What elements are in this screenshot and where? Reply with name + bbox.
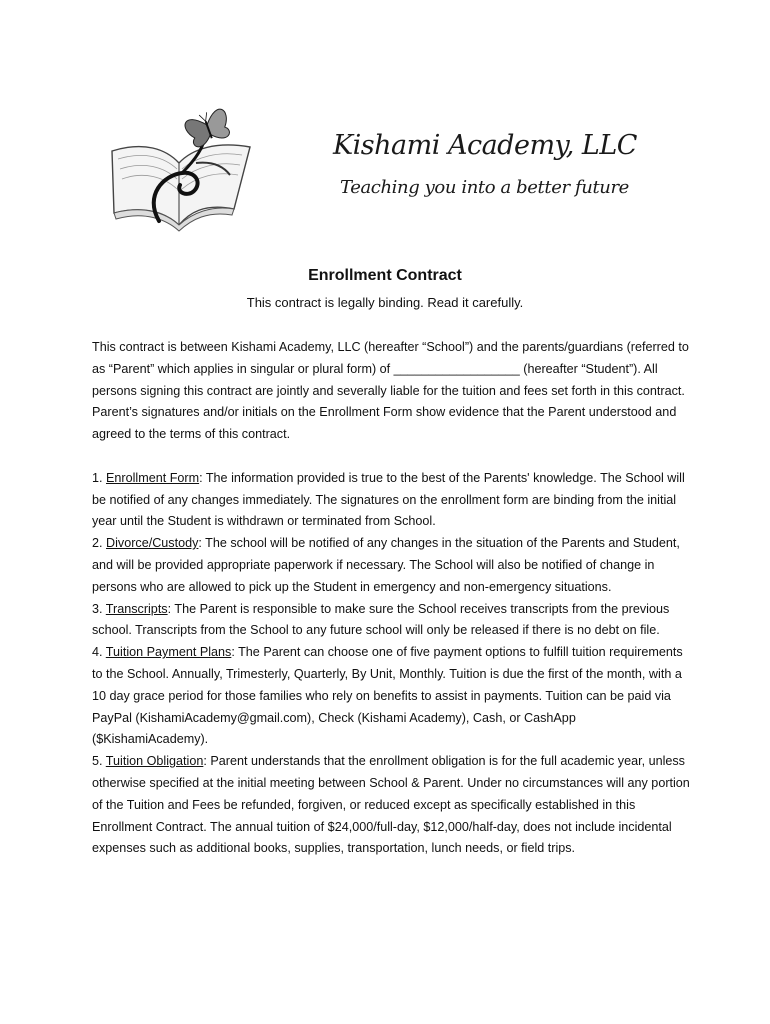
section-enrollment-form	[92, 468, 692, 533]
section-text: : The school will be notified of any changes in the situation of the Parents and Student, and will be provided appropriate paperwork if necessary. The School will also be notified of change in persons who are allowed to pick up the Student in emergency and non-emergency situations.	[92, 536, 680, 594]
section-text: : The information provided is true to the best of the Parents' knowledge. The School will be notified of any changes immediately. The signatures on the enrollment form are binding from the initial year until the Student is withdrawn or terminated from School.	[92, 470, 685, 529]
section-tuition-payment-plans	[92, 642, 692, 751]
section-number: 1.	[92, 470, 103, 485]
section-tuition-obligation	[92, 751, 692, 860]
section-number: 4.	[92, 645, 103, 660]
company-name: Kishami Academy, LLC	[333, 130, 637, 161]
section-heading: Transcripts	[105, 601, 168, 616]
section-transcripts	[92, 599, 692, 643]
section-text: : The Parent can choose one of five payment options to fulfill tuition requirements to the School. Annually, Trimesterly, Quarterly, By Unit, Monthly. Tuition is due the first of the month, with a 10 day grace period for those families who rely on benefits to assist in payments. Tuition can be paid via PayPal (KishamiAcademy@gmail.com), Check (Kishami Academy), Cash, or CashApp ($KishamiAcademy).	[92, 645, 683, 747]
section-divorce-custody	[92, 533, 692, 598]
open-book-butterfly-logo-icon	[104, 103, 254, 238]
section-heading: Divorce/Custody	[106, 536, 199, 551]
contract-body	[92, 337, 692, 860]
section-number: 2.	[92, 536, 103, 551]
section-heading: Tuition Payment Plans	[105, 645, 232, 660]
section-text: : Parent understands that the enrollment obligation is for the full academic year, unless otherwise specified at the initial meeting between School & Parent. Under no circumstances will any portion of the Tuition and Fees be refunded, forgiven, or reduced except as specifically established in this Enrollment Contract. The annual tuition of $24,000/full-day, $12,000/half-day, does not include incidental expenses such as additional books, supplies, transportation, lunch needs, or field trips.	[92, 754, 690, 856]
section-heading: Tuition Obligation	[105, 754, 204, 769]
document-subtitle: This contract is legally binding. Read it carefully.	[246, 295, 524, 310]
section-number: 3.	[92, 601, 103, 616]
section-text: : The Parent is responsible to make sure the School receives transcripts from the previous school. Transcripts from the School to any future school will only be released if there is no debt on file.	[92, 601, 670, 638]
section-number: 5.	[92, 754, 103, 769]
section-heading: Enrollment Form	[106, 470, 200, 485]
company-tagline: Teaching you into a better future	[340, 177, 629, 198]
contract-intro: This contract is between Kishami Academy, LLC (hereafter “School”) and the parents/guardians (referred to as “Parent” which applies in singular or plural form) of __________________ (hereafter “Student”). All persons signing this contract are jointly and severally liable for the tuition and fees set forth in this contract. Parent’s signatures and/or initials on the Enrollment Form show evidence that the Parent understood and agreed to the terms of this contract.	[92, 340, 689, 442]
document-title: Enrollment Contract	[308, 267, 462, 284]
